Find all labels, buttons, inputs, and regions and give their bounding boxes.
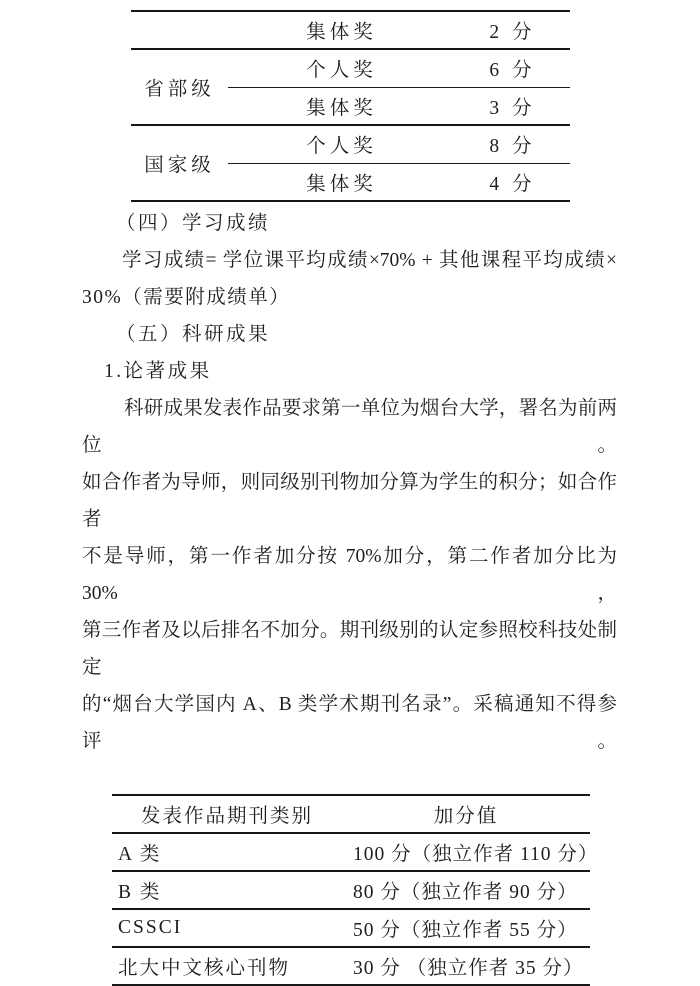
- section-heading-5: （五）科研成果: [116, 324, 271, 345]
- bonus-value-cell: 80 分（独立作者 90 分）: [342, 871, 590, 909]
- award-level-cell-provincial: 省部级: [131, 49, 228, 125]
- journal-category-cell: 北大中文核心刊物: [112, 947, 342, 985]
- bonus-value-cell: 30 分 （独立作者 35 分）: [342, 947, 590, 985]
- table-row: [112, 833, 590, 871]
- paragraph-line: 如合作者为导师，则同级别刊物加分算为学生的积分；如合作者: [82, 472, 617, 530]
- bonus-value-header: 加分值: [342, 795, 590, 833]
- document-page: [0, 10, 700, 979]
- award-score-cell: 8 分: [455, 125, 570, 163]
- journal-category-cell: B 类: [112, 871, 342, 909]
- formula-line: 30%（需要附成绩单）: [82, 287, 291, 308]
- award-level-cell-empty: [131, 11, 228, 49]
- award-score-cell: 6 分: [455, 49, 570, 87]
- journal-category-cell: A 类: [112, 833, 342, 871]
- formula-line: 学习成绩= 学位课平均成绩×70% + 其他课程平均成绩×: [122, 250, 617, 271]
- award-score-cell: 3 分: [455, 87, 570, 125]
- award-score-cell: 4 分: [455, 163, 570, 201]
- award-type-cell: 个人奖: [228, 49, 455, 87]
- award-type-cell: 集体奖: [228, 87, 455, 125]
- paragraph-line: 第三作者及以后排名不加分。期刊级别的认定参照校科技处制定: [82, 620, 617, 678]
- award-type-cell: 集体奖: [228, 163, 455, 201]
- journal-category-header: 发表作品期刊类别: [112, 795, 342, 833]
- research-paragraph: [82, 390, 617, 760]
- section-heading-4: （四）学习成绩: [116, 213, 271, 234]
- journal-bonus-table: [112, 794, 599, 986]
- paragraph-line: 的“烟台大学国内 A、B 类学术期刊名录”。采稿通知不得参评。: [82, 694, 617, 752]
- table-row: [131, 125, 570, 163]
- award-type-cell: 集体奖: [228, 11, 455, 49]
- body-text: [82, 205, 617, 760]
- bonus-value-cell: 50 分（独立作者 55 分）: [342, 909, 590, 947]
- paragraph-line: 不是导师，第一作者加分按 70%加分，第二作者加分比为 30%，: [82, 546, 617, 604]
- award-type-cell: 个人奖: [228, 125, 455, 163]
- bonus-value-cell: 100 分（独立作者 110 分）: [342, 833, 590, 871]
- table-row: [131, 49, 570, 87]
- subsection-heading: 1.论著成果: [104, 361, 212, 382]
- award-level-cell-national: 国家级: [131, 125, 228, 201]
- table-header-row: [112, 795, 590, 833]
- journal-category-cell: CSSCI: [112, 909, 342, 947]
- table-row: [112, 909, 590, 947]
- table-row: [131, 11, 570, 49]
- award-score-cell: 2 分: [455, 11, 570, 49]
- award-score-table: [131, 10, 570, 202]
- table-row: [112, 947, 590, 985]
- paragraph-line: 科研成果发表作品要求第一单位为烟台大学，署名为前两位。: [82, 398, 617, 456]
- table-row: [112, 871, 590, 909]
